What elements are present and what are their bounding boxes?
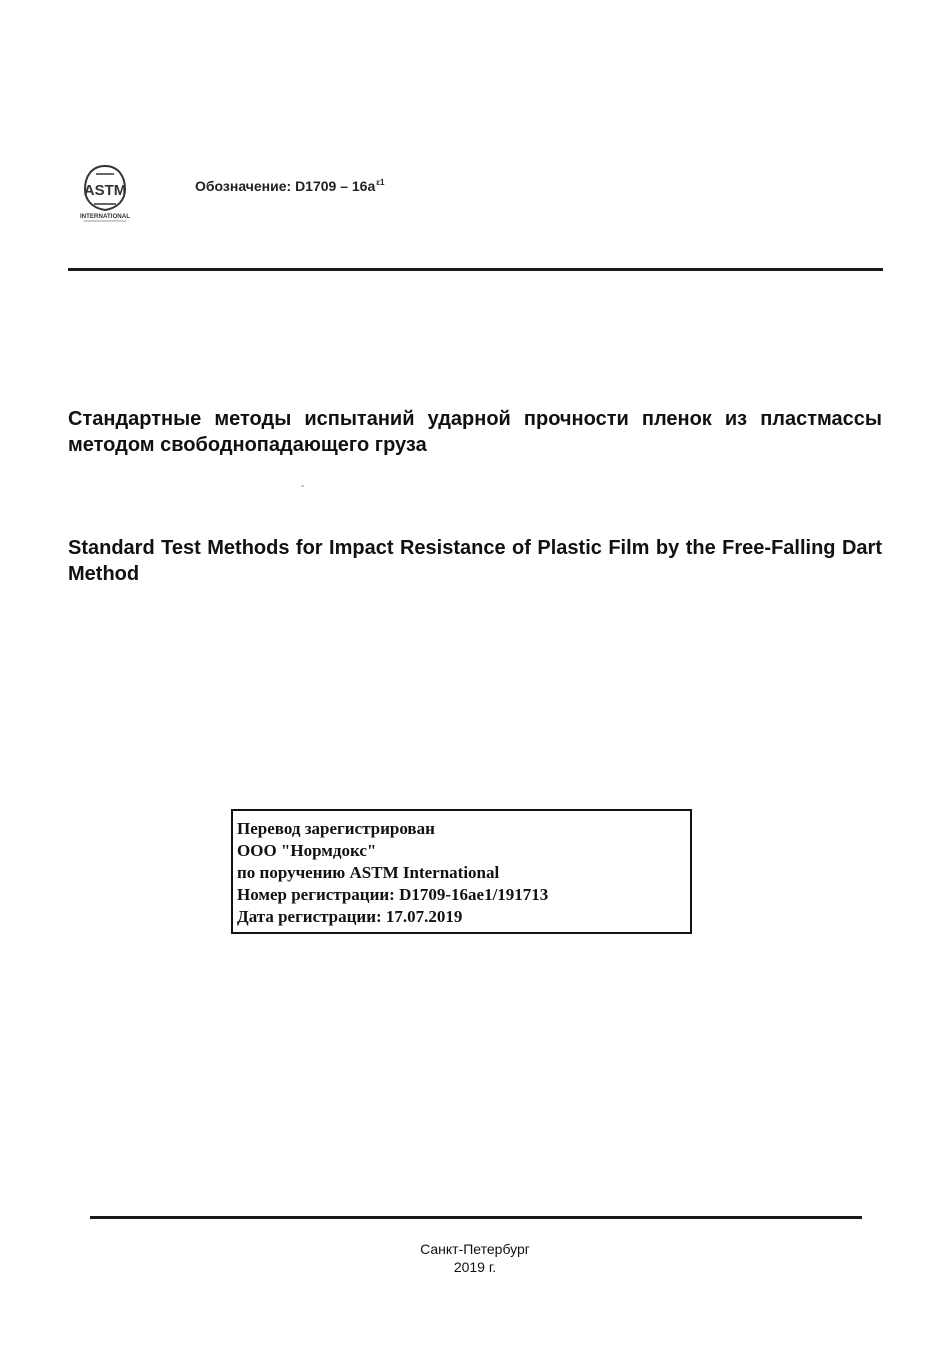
logo-text: ASTM xyxy=(83,182,127,199)
footer-divider xyxy=(90,1216,862,1219)
scan-speck xyxy=(301,485,304,487)
registration-line-3: по поручению ASTM International xyxy=(237,863,500,882)
registration-line-1: Перевод зарегистрирован xyxy=(237,819,435,838)
header-divider xyxy=(68,268,883,271)
registration-number: Номер регистрации: D1709-16ae1/191713 xyxy=(237,885,549,904)
footer-year: 2019 г. xyxy=(453,1259,497,1275)
designation-label: Обозначение: D1709 – 16a xyxy=(195,178,376,194)
registration-box xyxy=(231,809,692,934)
logo-subtext: INTERNATIONAL xyxy=(79,213,131,220)
footer xyxy=(325,1240,625,1276)
registration-line-2: ООО "Нормдокс" xyxy=(237,841,377,860)
title-english: Standard Test Methods for Impact Resistance of Plastic Film by the Free-Falling Dart Method xyxy=(68,537,882,585)
designation-superscript: ε1 xyxy=(376,178,385,187)
title-russian: Стандартные методы испытаний ударной прочности пленок из пластмассы методом свободнопадающего груза xyxy=(68,408,882,456)
footer-city: Санкт-Петербург xyxy=(420,1241,530,1257)
document-designation xyxy=(195,178,385,194)
astm-logo-icon xyxy=(78,164,132,222)
registration-date: Дата регистрации: 17.07.2019 xyxy=(237,907,463,926)
